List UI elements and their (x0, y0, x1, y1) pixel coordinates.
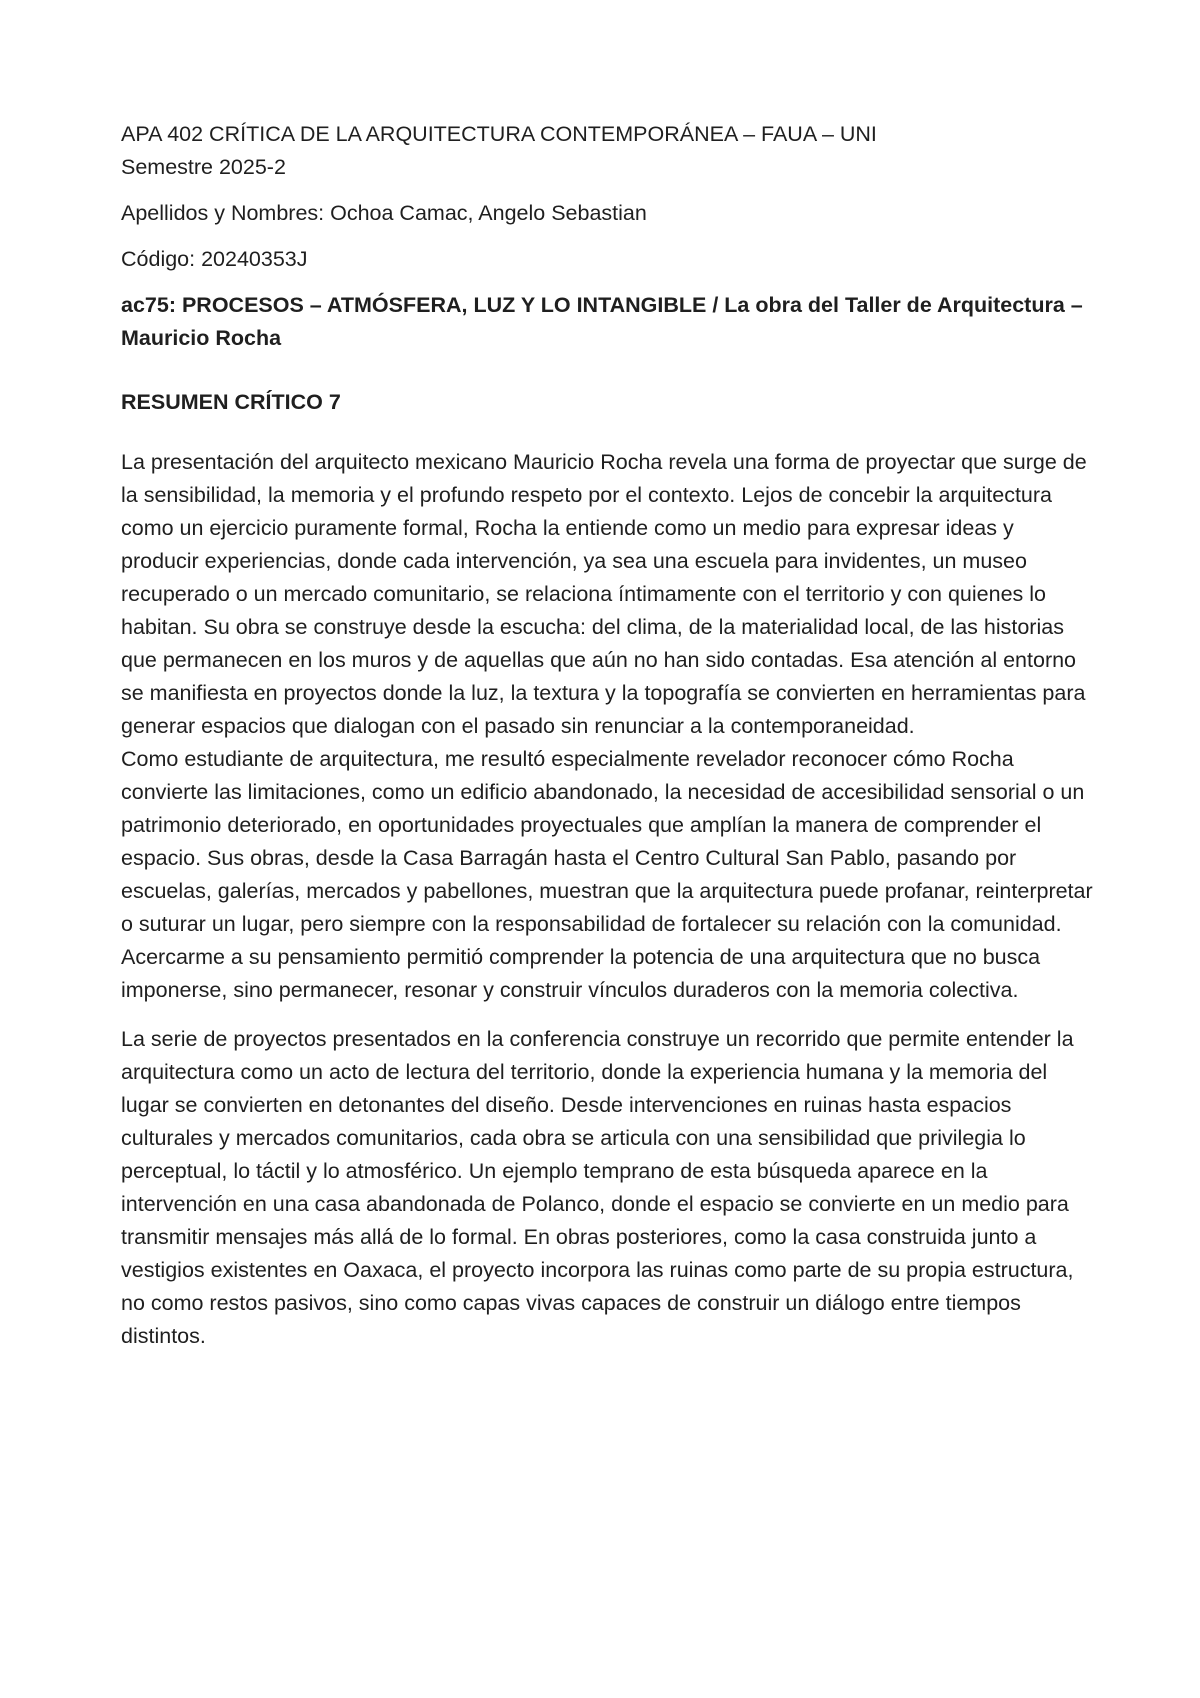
course-header: APA 402 CRÍTICA DE LA ARQUITECTURA CONTEMPORÁNEA – FAUA – UNI (121, 122, 877, 146)
student-name: Apellidos y Nombres: Ochoa Camac, Angelo Sebastian (121, 201, 647, 225)
body-paragraph-2: Como estudiante de arquitectura, me resultó especialmente revelador reconocer cómo Rocha convierte las limitaciones, como un edificio abandonado, la necesidad de accesibilidad sensorial o un patrimonio deteriorado, en oportunidades proyectuales que amplían la manera de comprender el espacio. Sus obras, desde la Casa Barragán hasta el Centro Cultural San Pablo, pasando por escuelas, galerías, mercados y pabellones, muestran que la arquitectura puede profanar, reinterpretar o suturar un lugar, pero siempre con la responsabilidad de fortalecer su relación con la comunidad. Acercarme a su pensamiento permitió comprender la potencia de una arquitectura que no busca imponerse, sino permanecer, resonar y construir vínculos duraderos con la memoria colectiva. (121, 747, 1093, 1002)
activity-title: ac75: PROCESOS – ATMÓSFERA, LUZ Y LO INTANGIBLE / La obra del Taller de Arquitectura – Mauricio Rocha (121, 293, 1083, 350)
body-paragraph-1: La presentación del arquitecto mexicano Mauricio Rocha revela una forma de proyectar que surge de la sensibilidad, la memoria y el profundo respeto por el contexto. Lejos de concebir la arquitectura como un ejercicio puramente formal, Rocha la entiende como un medio para expresar ideas y producir experiencias, donde cada intervención, ya sea una escuela para invidentes, un museo recuperado o un mercado comunitario, se relaciona íntimamente con el territorio y con quienes lo habitan. Su obra se construye desde la escucha: del clima, de la materialidad local, de las historias que permanecen en los muros y de aquellas que aún no han sido contadas. Esa atención al entorno se manifiesta en proyectos donde la luz, la textura y la topografía se convierten en herramientas para generar espacios que dialogan con el pasado sin renunciar a la contemporaneidad. (121, 450, 1087, 738)
body-paragraph-3: La serie de proyectos presentados en la conferencia construye un recorrido que permite entender la arquitectura como un acto de lectura del territorio, donde la experiencia humana y la memoria del lugar se convierten en detonantes del diseño. Desde intervenciones en ruinas hasta espacios culturales y mercados comunitarios, cada obra se articula con una sensibilidad que privilegia lo perceptual, lo táctil y lo atmosférico. Un ejemplo temprano de esta búsqueda aparece en la intervención en una casa abandonada de Polanco, donde el espacio se convierte en un medio para transmitir mensajes más allá de lo formal. En obras posteriores, como la casa construida junto a vestigios existentes en Oaxaca, el proyecto incorpora las ruinas como parte de su propia estructura, no como restos pasivos, sino como capas vivas capaces de construir un diálogo entre tiempos distintos. (121, 1027, 1074, 1348)
student-code: Código: 20240353J (121, 247, 308, 271)
section-title: RESUMEN CRÍTICO 7 (121, 390, 341, 414)
semester-line: Semestre 2025-2 (121, 155, 286, 179)
document-page (121, 118, 1096, 1353)
